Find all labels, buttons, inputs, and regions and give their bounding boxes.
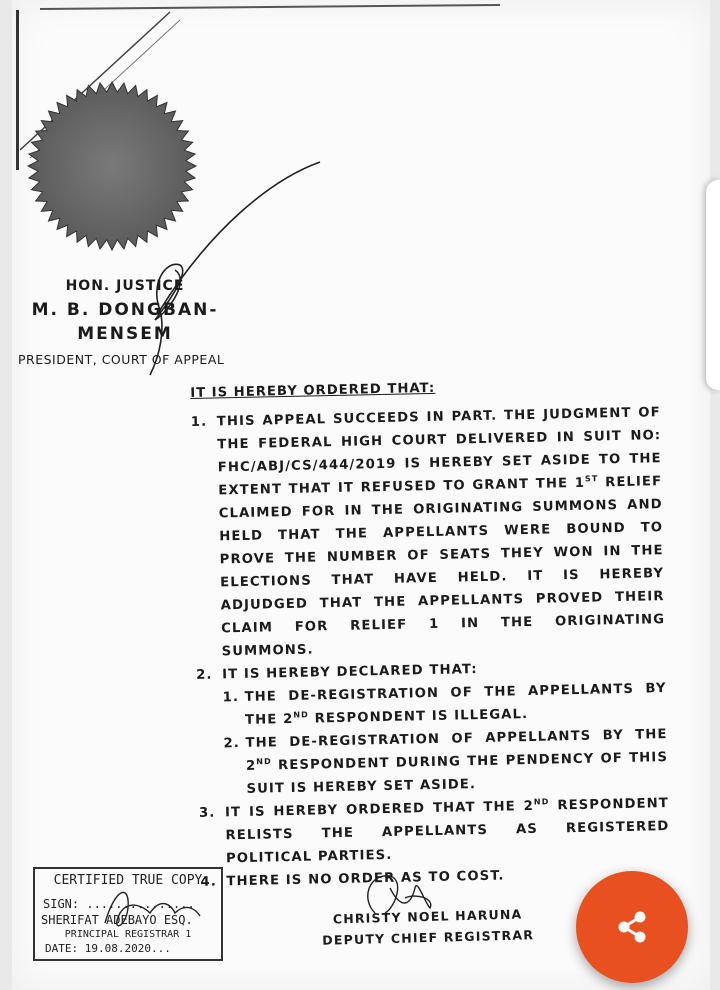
registrar-title: DEPUTY CHIEF REGISTRAR	[322, 927, 535, 948]
stamp-sign-line: SIGN: ...............	[43, 897, 195, 911]
order-number: 3.	[198, 805, 216, 821]
stamp-signature	[100, 878, 210, 948]
order-text: THERE IS NO ORDER AS TO COST.	[226, 868, 505, 890]
order-number: 4.	[200, 874, 218, 890]
page-edge-left	[16, 10, 19, 170]
share-icon	[612, 907, 652, 947]
justice-title: HON. JUSTICE	[65, 278, 185, 294]
justice-block	[20, 278, 230, 367]
stamp-date: DATE: 19.08.2020...	[45, 942, 171, 955]
order-item	[191, 401, 666, 664]
order-item	[196, 654, 669, 802]
side-panel-handle[interactable]	[706, 180, 720, 390]
order-text: IT IS HEREBY DECLARED THAT:	[221, 662, 478, 683]
order-text: IT IS HEREBY ORDERED THAT THE 2ND RESPONDENT RELISTS THE APPELLANTS AS REGISTERED POLITICAL PARTIES.	[224, 796, 670, 867]
order-number: 1.	[190, 414, 208, 430]
order-item	[199, 792, 670, 871]
sub-order-text: THE DE-REGISTRATION OF APPELLANTS BY THE 2ND RESPONDENT DURING THE PENDENCY OF THIS SUIT IS HEREBY SET ASIDE.	[245, 727, 669, 797]
justice-name-line1: M. B. DONGBAN-	[31, 300, 219, 320]
share-button[interactable]	[576, 871, 688, 983]
registrar-name: CHRISTY NOEL HARUNA	[332, 906, 523, 927]
order-number: 2.	[195, 667, 213, 683]
orders-heading: IT IS HEREBY ORDERED THAT:	[190, 380, 436, 401]
stamp-role: PRINCIPAL REGISTRAR 1	[64, 929, 192, 940]
sub-order-number: 1.	[222, 690, 240, 706]
sub-order-item	[223, 723, 668, 801]
orders-section	[190, 372, 671, 894]
sub-order-number: 2.	[223, 736, 241, 752]
registrar-block	[321, 903, 534, 951]
sub-order-text: THE DE-REGISTRATION OF THE APPELLANTS BY THE 2ND RESPONDENT IS ILLEGAL.	[244, 681, 667, 728]
justice-name-line2: MENSEM	[77, 324, 173, 344]
justice-position: PRESIDENT, COURT OF APPEAL	[18, 352, 225, 367]
stamp-name: SHERIFAT ADEBAYO ESQ.	[41, 913, 193, 927]
order-text: THIS APPEAL SUCCEEDS IN PART. THE JUDGMENT OF THE FEDERAL HIGH COURT DELIVERED IN SUIT NO: FHC/ABJ/CS/444/2019 IS HEREBY SET ASIDE TO THE EXTENT THAT IT REFUSED TO GRANT THE 1ST RELIEF CLAIMED FOR IN THE ORIGINATING SUMMONS AND HELD THAT THE APPELLANTS WERE BOUND TO PROVE THE NUMBER OF SEATS THEY WON IN THE ELECTIONS THAT HAVE HELD. IT IS HEREBY ADJUDGED THAT THE APPELLANTS PROVED THEIR CLAIM FOR RELIEF 1 IN THE ORIGINATING SUMMONS.	[216, 405, 666, 660]
stamp-title: CERTIFIED TRUE COPY	[53, 873, 203, 888]
